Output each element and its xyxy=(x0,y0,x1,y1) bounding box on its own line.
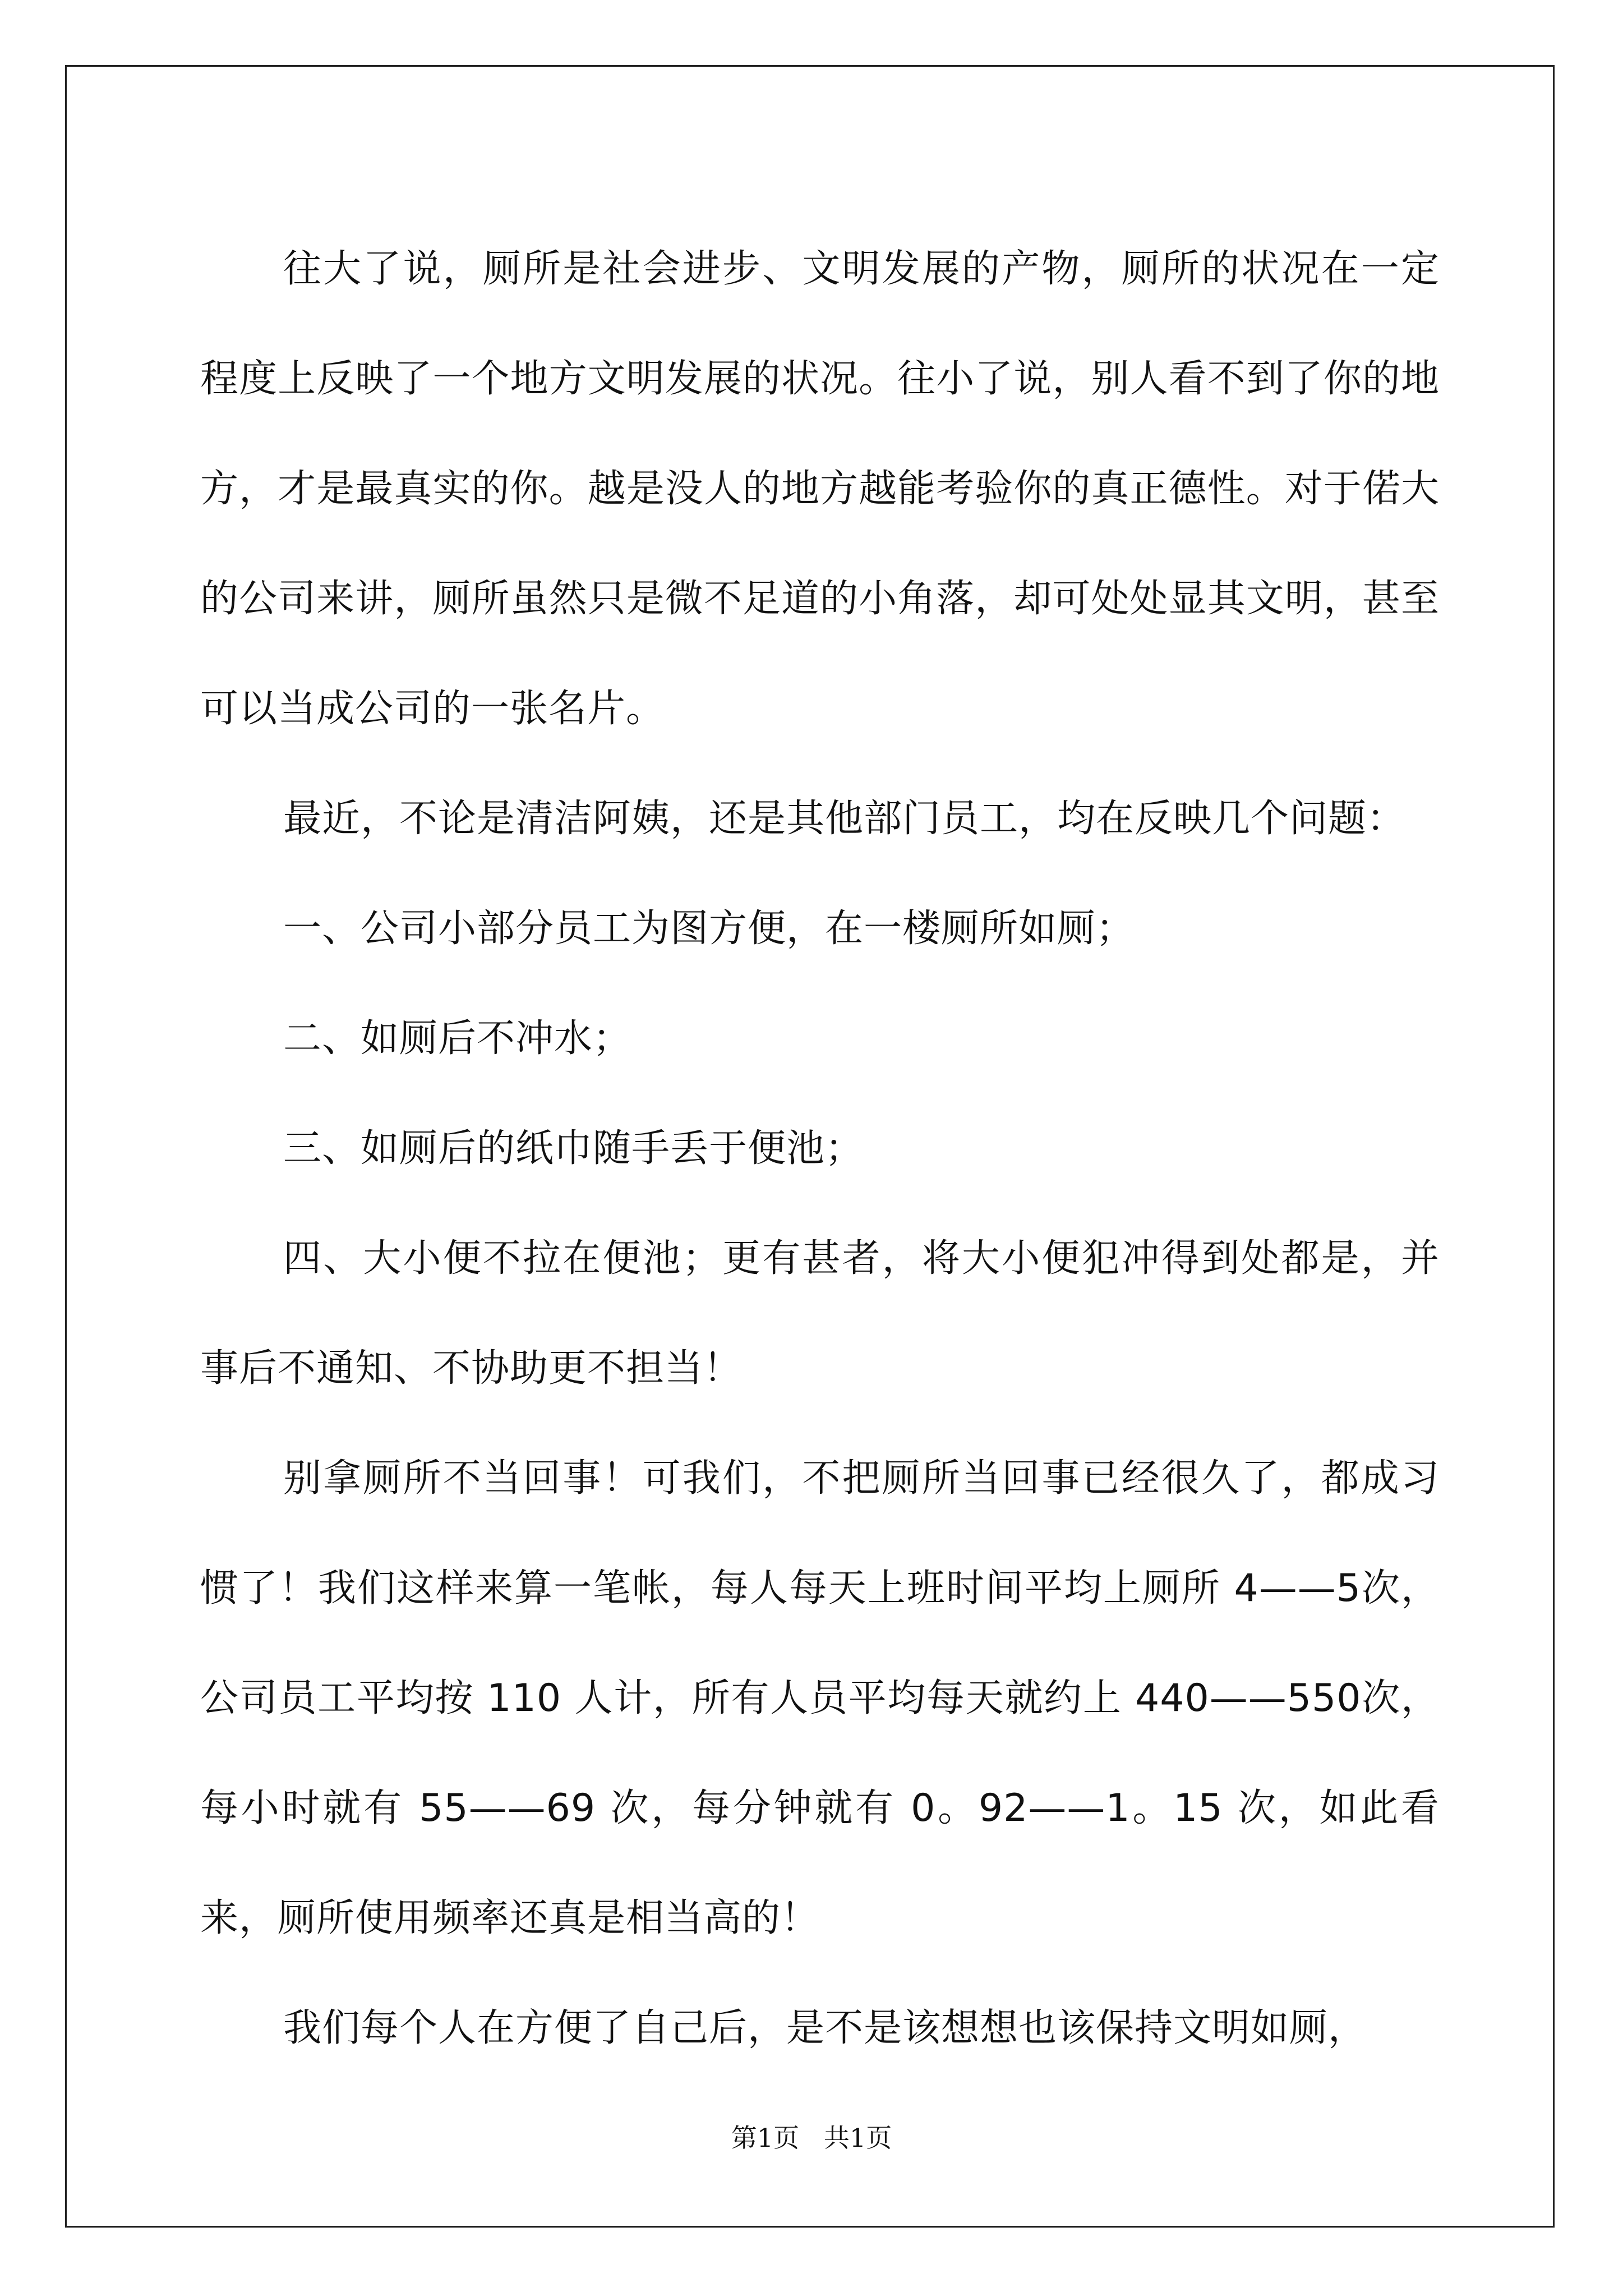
paragraph-intro: 往大了说，厕所是社会进步、文明发展的产物，厕所的状况在一定程度上反映了一个地方文明发展的状况。往小了说，别人看不到了你的地方，才是最真实的你。越是没人的地方越能考验你的真正德性。对于偌大的公司来讲，厕所虽然只是微不足道的小角落，却可处处显其文明，甚至可以当成公司的一张名片。 xyxy=(200,247,1440,731)
paragraph-usage-calculation: 别拿厕所不当回事！可我们，不把厕所当回事已经很久了，都成习惯了！我们这样来算一笔帐，每人每天上班时间平均上厕所 4——5次，公司员工平均按 110 人计，所有人员平均每天就约上 440——550次，每小时就有 55——69 次，每分钟就有 0。92——1。15 次，如此看来，厕所使用频率还真是相当高的！ xyxy=(200,1456,1440,1940)
paragraph-problem-3: 三、如厕后的纸巾随手丢于便池； xyxy=(283,1126,864,1171)
paragraph-problem-1: 一、公司小部分员工为图方便，在一楼厕所如厕； xyxy=(283,907,1135,951)
paragraph-problem-4: 四、大小便不拉在便池；更有甚者，将大小便犯冲得到处都是，并事后不通知、不协助更不担当！ xyxy=(200,1236,1440,1391)
paragraph-problems-intro: 最近，不论是清洁阿姨，还是其他部门员工，均在反映几个问题： xyxy=(283,797,1406,841)
page-number-footer: 第1页 共1页 xyxy=(731,2123,892,2153)
document-body xyxy=(200,214,1440,2083)
paragraph-closing: 我们每个人在方便了自己后，是不是该想想也该保持文明如厕， xyxy=(283,2006,1367,2050)
paragraph-problem-2: 二、如厕后不冲水； xyxy=(283,1016,632,1061)
